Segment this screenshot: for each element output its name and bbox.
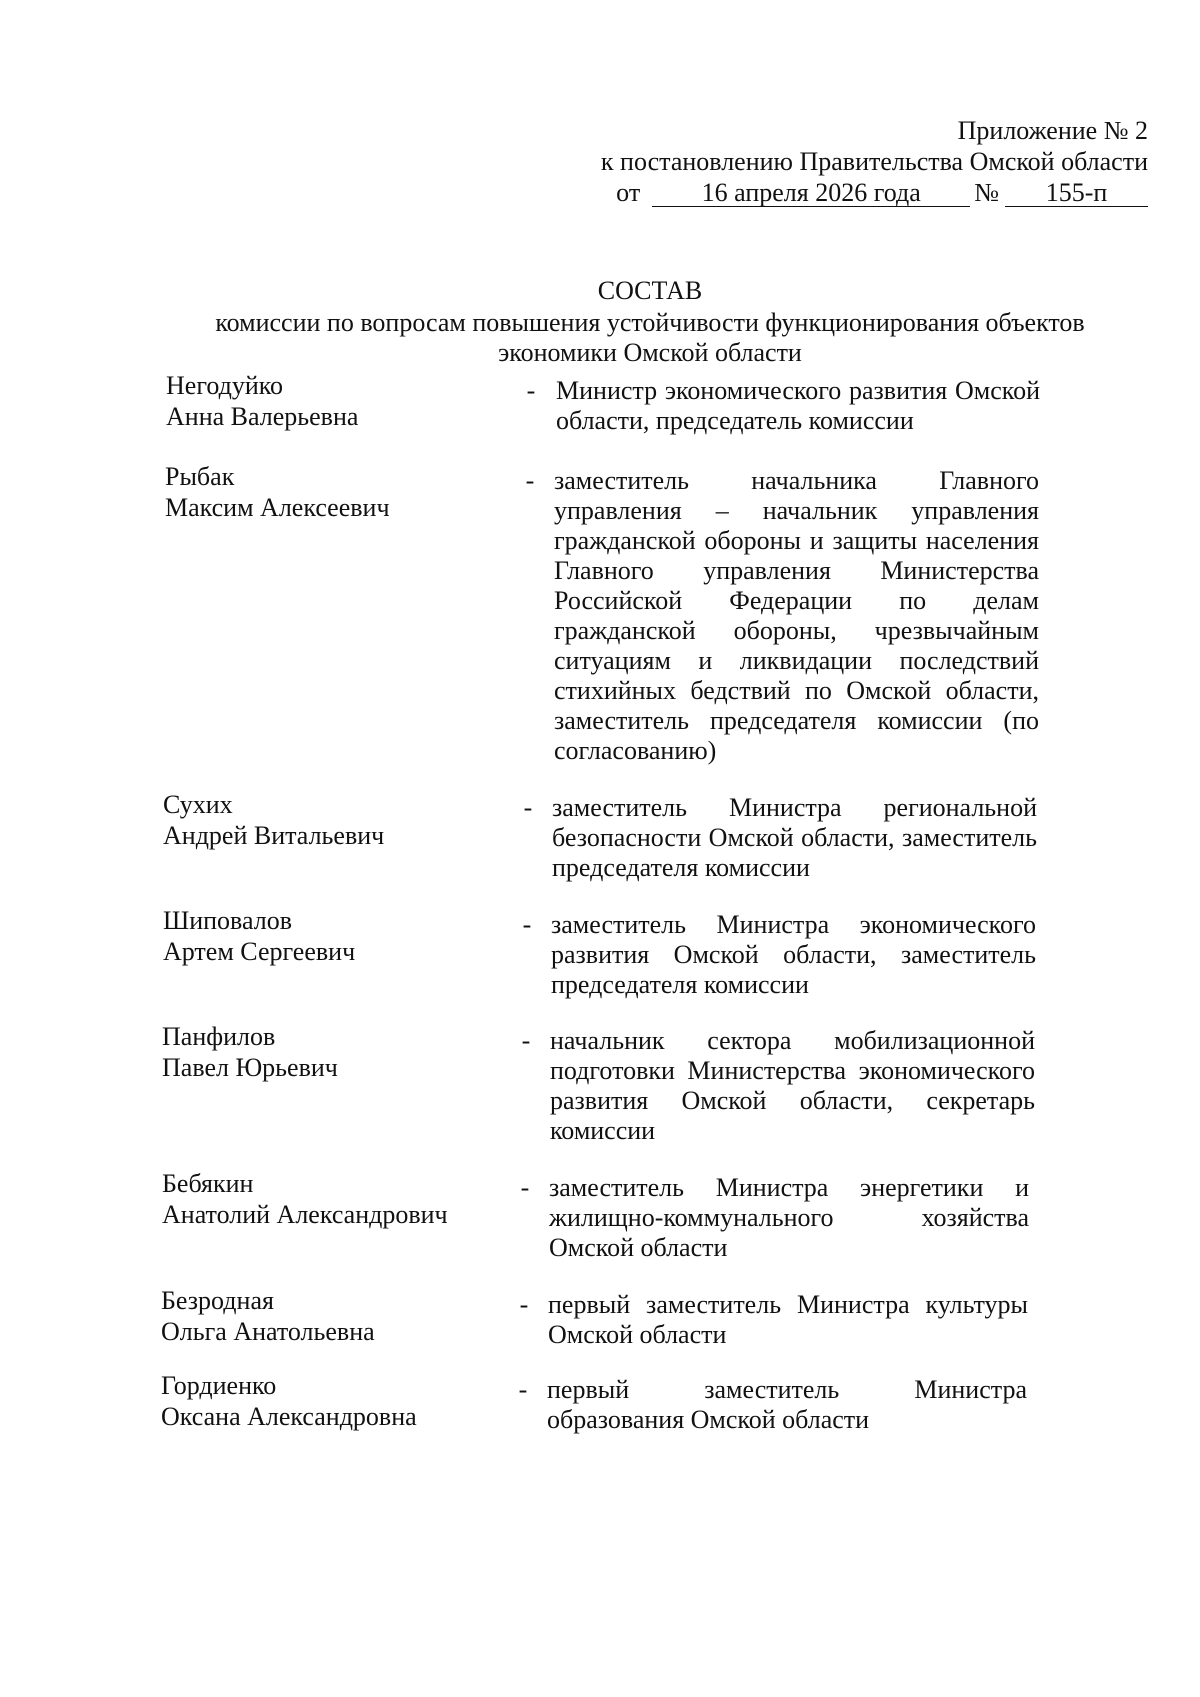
member-role: заместитель Министра энергетики и жилищно-коммунального хозяйства Омской области xyxy=(549,1173,1029,1262)
member-surname: Сухих xyxy=(163,790,233,819)
page-title: СОСТАВ xyxy=(597,276,703,305)
member-dash: - xyxy=(522,910,532,939)
member-given-name: Павел Юрьевич xyxy=(162,1053,338,1082)
member-given-name: Анна Валерьевна xyxy=(166,402,359,431)
resolution-reference: к постановлению Правительства Омской области xyxy=(600,147,1148,176)
member-name xyxy=(161,1371,417,1433)
member-given-name: Андрей Витальевич xyxy=(163,821,385,850)
member-surname: Безродная xyxy=(161,1286,274,1315)
member-given-name: Максим Алексеевич xyxy=(165,493,390,522)
member-name xyxy=(165,462,390,524)
resolution-date: 16 апреля 2026 года xyxy=(652,180,970,207)
date-prefix: от xyxy=(616,178,641,207)
member-name xyxy=(161,1286,375,1348)
member-surname: Рыбак xyxy=(165,462,235,491)
resolution-date-number xyxy=(601,178,1148,209)
member-dash: - xyxy=(525,466,535,495)
member-role: заместитель Министра экономического развития Омской области, заместитель председателя комиссии xyxy=(551,910,1036,999)
member-dash: - xyxy=(523,793,533,822)
member-name xyxy=(162,1169,448,1231)
member-name xyxy=(163,790,384,852)
appendix-header xyxy=(601,116,1148,209)
appendix-title: Приложение № 2 xyxy=(957,116,1148,145)
member-name xyxy=(162,1022,338,1084)
member-surname: Негодуйко xyxy=(166,371,284,400)
member-role: первый заместитель Министра культуры Омской области xyxy=(548,1290,1028,1349)
resolution-number: 155-п xyxy=(1005,180,1148,207)
member-role: заместитель начальника Главного управления – начальник управления гражданской обороны и защиты населения Главного управления Министерства Российской Федерации по делам гражданской обороны, чрезвычайным ситуациям и ликвидации последствий стихийных бедствий по Омской области, заместитель председателя комиссии (по согласованию) xyxy=(554,466,1039,765)
member-name xyxy=(163,906,355,968)
member-dash: - xyxy=(519,1290,529,1319)
member-dash: - xyxy=(526,376,536,405)
page-subtitle: комиссии по вопросам повышения устойчивости функционирования объектов экономики Омской области xyxy=(215,308,1085,367)
member-role: начальник сектора мобилизационной подготовки Министерства экономического развития Омской области, секретарь комиссии xyxy=(550,1026,1035,1145)
member-given-name: Оксана Александровна xyxy=(161,1402,417,1431)
member-role: первый заместитель Министра образования Омской области xyxy=(547,1375,1027,1434)
member-surname: Гордиенко xyxy=(161,1371,277,1400)
member-dash: - xyxy=(518,1375,528,1404)
member-surname: Панфилов xyxy=(162,1022,276,1051)
title-block xyxy=(170,276,1130,368)
member-name xyxy=(166,371,358,433)
member-given-name: Анатолий Александрович xyxy=(162,1200,448,1229)
member-dash: - xyxy=(521,1026,531,1055)
member-role: заместитель Министра региональной безопасности Омской области, заместитель председателя комиссии xyxy=(552,793,1037,882)
member-role: Министр экономического развития Омской области, председатель комиссии xyxy=(556,376,1040,435)
member-surname: Бебякин xyxy=(162,1169,254,1198)
member-given-name: Ольга Анатольевна xyxy=(161,1317,375,1346)
member-surname: Шиповалов xyxy=(163,906,293,935)
member-given-name: Артем Сергеевич xyxy=(163,937,356,966)
member-dash: - xyxy=(520,1173,530,1202)
number-label: № xyxy=(974,178,999,207)
